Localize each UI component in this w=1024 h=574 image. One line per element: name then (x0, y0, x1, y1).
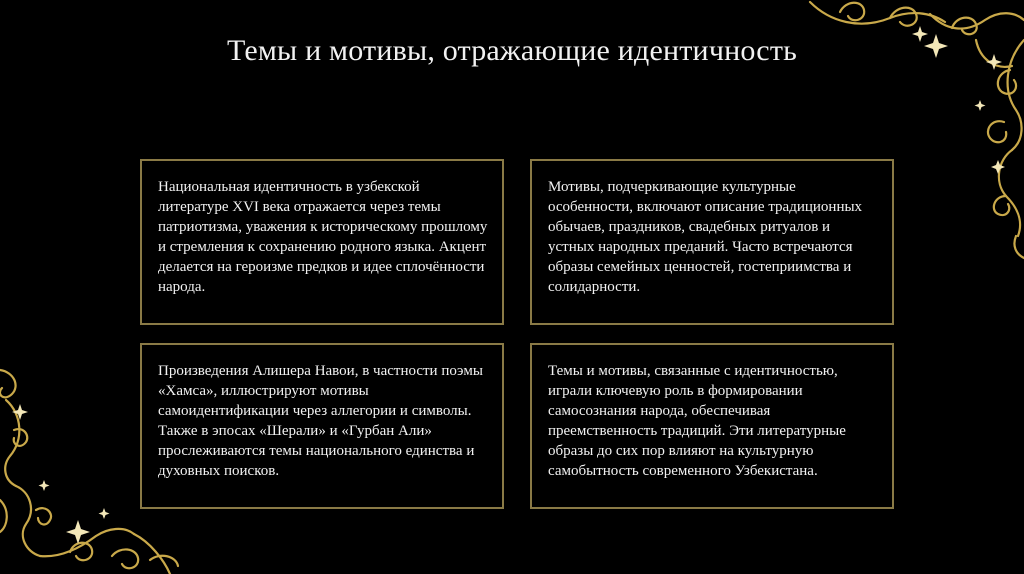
card-text: Национальная идентичность в узбекской литературе XVI века отражается через темы патриотизма, уважения к историческому прошлому и стремления к сохранению родного языка. Акцент делается на героизме предков и идее сплочённости народа. (158, 179, 488, 295)
text-card-2 (530, 159, 894, 325)
text-card-1 (140, 159, 504, 325)
text-card-3 (140, 343, 504, 509)
slide-title: Темы и мотивы, отражающие идентичность (226, 34, 798, 67)
card-text: Мотивы, подчеркивающие культурные особенности, включают описание традиционных обычаев, праздников, свадебных ритуалов и устных народных преданий. Часто встречаются образы семейных ценностей, гостеприимства и солидарности. (548, 179, 863, 295)
card-text: Произведения Алишера Навои, в частности поэмы «Хамса», иллюстрируют мотивы самоидентификации через аллегории и символы. Также в эпосах «Шерали» и «Гурбан Али» прослеживаются темы национального единства и духовных поисков. (158, 363, 483, 479)
text-card-4 (530, 343, 894, 509)
card-text: Темы и мотивы, связанные с идентичностью, играли ключевую роль в формировании самосознания народа, обеспечивая преемственность традиций. Эти литературные образы до сих пор влияют на культурную самобытность современного Узбекистана. (548, 363, 846, 479)
